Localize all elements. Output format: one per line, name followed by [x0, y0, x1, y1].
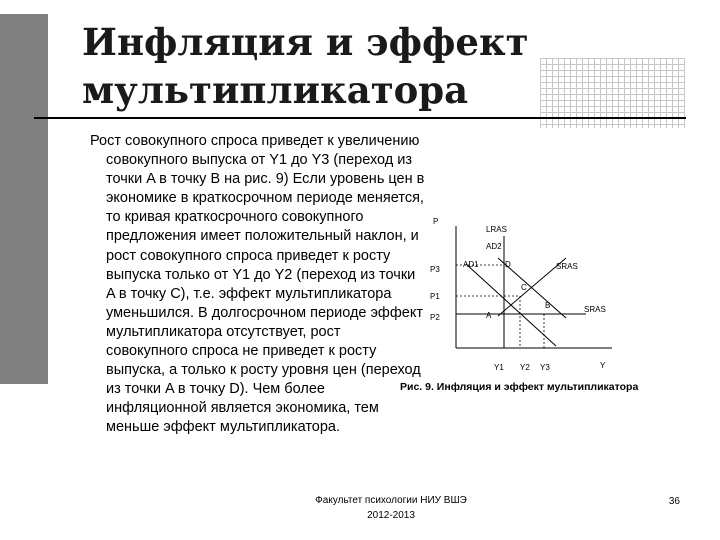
sras-top-label: SRAS: [556, 262, 578, 271]
p2-label: P2: [430, 313, 440, 322]
left-accent-bar: [0, 14, 48, 384]
lras-label: LRAS: [486, 225, 507, 234]
p1-label: P1: [430, 292, 440, 301]
figure-caption: Рис. 9. Инфляция и эффект мультипликатора: [400, 381, 639, 393]
p3-label: P3: [430, 265, 440, 274]
point-c-label: C: [521, 283, 527, 292]
axis-p-label: P: [433, 217, 439, 226]
point-a-label: A: [486, 311, 492, 320]
slide-title: Инфляция и эффект мультипликатора: [82, 20, 529, 112]
y3-label: Y3: [540, 363, 550, 372]
sras-bottom-label: SRAS: [584, 305, 606, 314]
y1-label: Y1: [494, 363, 504, 372]
title-divider: [34, 117, 686, 119]
footer-years: 2012-2013: [367, 510, 415, 521]
diagram-svg: [416, 206, 716, 382]
slide-number: 36: [668, 496, 680, 507]
y2-label: Y2: [520, 363, 530, 372]
ad1-label: AD1: [463, 260, 479, 269]
footer-faculty: Факультет психологии НИУ ВШЭ: [315, 495, 467, 506]
figure-diagram: [416, 206, 716, 382]
point-d-label: D: [505, 260, 511, 269]
slide-body-text: Рост совокупного спроса приведет к увеличению совокупного выпуска от Y1 до Y3 (переход из точки A в точку B на рис. 9) Если уровень цен в экономике в краткосрочном периоде меняется, то кривая краткосрочного совокупного предложения имеет положительный наклон, и рост совокупного спроса приведет к росту выпуска только от Y1 до Y2 (переход из точки A в точку C), т.е. эффект мультипликатора уменьшился. В долгосрочном периоде эффект мультипликатора отсутствует, рост совокупного спроса не приведет к росту выпуска, а только к росту уровня цен (переход из точки A в точку D). Чем более инфляционной является экономика, тем меньше эффект мультипликатора.: [90, 133, 425, 436]
footer: [295, 493, 487, 523]
ad2-label: AD2: [486, 242, 502, 251]
axis-y-label: Y: [600, 361, 606, 370]
point-b-label: B: [545, 301, 551, 310]
